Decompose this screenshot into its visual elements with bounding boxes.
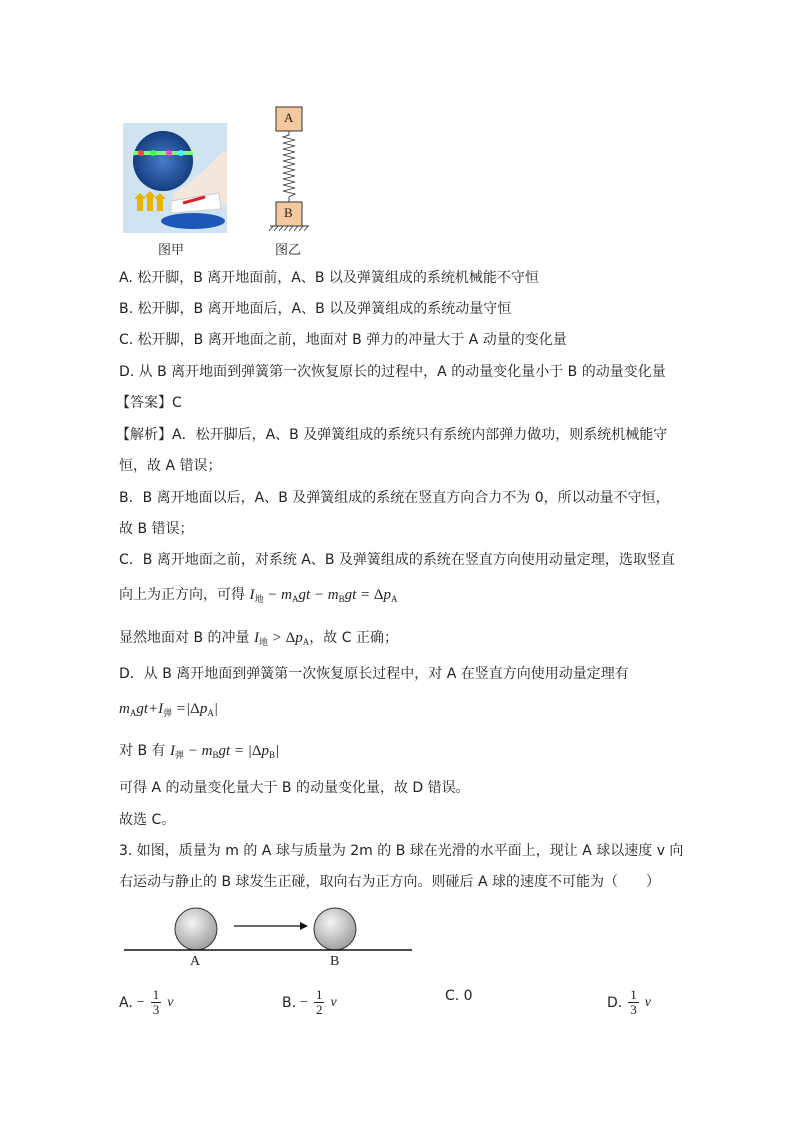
analysis-p2b: 故 B 错误； <box>119 521 194 537</box>
analysis-p4: 显然地面对 B 的冲量 <box>119 630 250 646</box>
block-b-label: B <box>284 205 293 220</box>
block-a-label: A <box>284 110 294 125</box>
figure-jia-photo <box>123 123 227 233</box>
q3-option-c: C. 0 <box>445 988 473 1004</box>
q3-option-a: A. − $\frac{1}{3}$ v <box>119 987 174 1017</box>
collision-figure <box>124 904 414 954</box>
analysis-p1b: 恒，故 A 错误； <box>119 458 222 474</box>
figure-jia-caption: 图甲 <box>158 243 185 258</box>
analysis-p5: D．从 B 离开地面到弹簧第一次恢复原长过程中，对 A 在竖直方向使用动量定理有 <box>119 666 629 682</box>
analysis-p8: 可得 A 的动量变化量大于 B 的动量变化量，故 D 错误。 <box>119 780 470 796</box>
frac-1-2: $\frac{1}{2}$ <box>315 987 323 1017</box>
analysis-p2a: B．B 离开地面以后，A、B 及弹簧组成的系统在竖直方向合力不为 0，所以动量不守恒， <box>119 490 670 506</box>
analysis-p7-row <box>119 741 279 765</box>
analysis-p4-row <box>119 628 398 652</box>
equation-2: $I_地 > \Delta p_A$ <box>253 630 310 647</box>
analysis-p3a: C．B 离开地面之前，对系统 A、B 及弹簧组成的系统在竖直方向使用动量定理，选取竖直 <box>119 552 675 568</box>
ball-b-label: B <box>330 954 340 969</box>
question-3-line2: 右运动与静止的 B 球发生正碰，取向右为正方向。则碰后 A 球的速度不可能为（ ） <box>119 874 660 890</box>
analysis-p4-end: ，故 C 正确； <box>309 630 398 646</box>
analysis-p9: 故选 C。 <box>119 812 176 828</box>
question-3-line1: 3. 如图，质量为 m 的 A 球与质量为 2m 的 B 球在光滑的水平面上，现让 A 球以速度 v 向 <box>119 843 684 859</box>
equation-3: $m_Agt+I_弹 =|\Delta p_A|$ <box>119 701 218 718</box>
analysis-p7: 对 B 有 <box>119 743 166 759</box>
answer: 【答案】C <box>116 395 182 411</box>
analysis-p1a: 【解析】A．松开脚后，A、B 及弹簧组成的系统只有系统内部弹力做功，则系统机械能守 <box>116 427 668 443</box>
analysis-p3b-row <box>119 585 398 609</box>
q3-option-d: D. $\frac{1}{3}$ v <box>607 987 651 1017</box>
frac-1-3: $\frac{1}{3}$ <box>152 987 160 1017</box>
ball-a-label: A <box>190 954 201 969</box>
option-d: D. 从 B 离开地面到弹簧第一次恢复原长的过程中，A 的动量变化量小于 B 的动量变化量 <box>119 364 666 380</box>
equation-1: $I_地 - m_Agt - m_Bgt = \Delta p_A$ <box>249 587 398 604</box>
q3-option-b: B. − $\frac{1}{2}$ v <box>282 987 337 1017</box>
frac-1-3-d: $\frac{1}{3}$ <box>630 987 637 1017</box>
analysis-p3b: 向上为正方向，可得 <box>119 587 245 603</box>
figure-yi-caption: 图乙 <box>275 243 302 258</box>
equation-4: $I_弹 - m_Bgt = |\Delta p_B|$ <box>169 743 280 760</box>
option-c: C. 松开脚，B 离开地面之前，地面对 B 弹力的冲量大于 A 动量的变化量 <box>119 332 567 348</box>
option-a: A. 松开脚，B 离开地面前，A、B 以及弹簧组成的系统机械能不守恒 <box>119 270 539 286</box>
option-b: B. 松开脚，B 离开地面后，A、B 以及弹簧组成的系统动量守恒 <box>119 301 512 317</box>
